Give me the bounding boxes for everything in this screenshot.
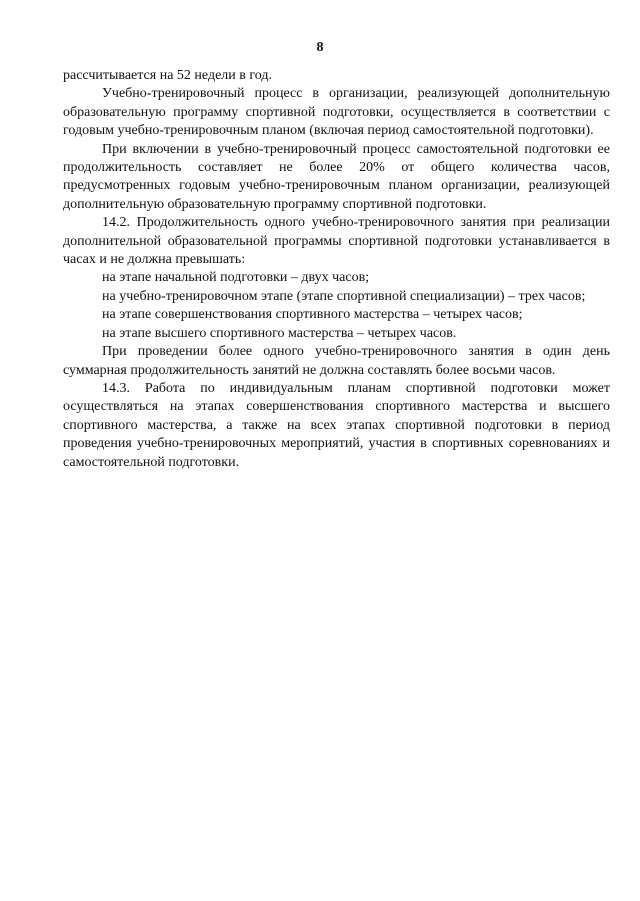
- body-text: [63, 67, 610, 472]
- paragraph-self-preparation: При включении в учебно-тренировочный процесс самостоятельной подготовки ее продолжительность составляет не более 20% от общего количества часов, предусмотренных годовым учебно-тренировочным планом организации, реализующей дополнительную образовательную программу спортивной подготовки.: [63, 141, 610, 212]
- list-item-training-stage: на учебно-тренировочном этапе (этапе спортивной специализации) – трех часов;: [102, 288, 586, 304]
- list-item-improvement-stage: на этапе совершенствования спортивного мастерства – четырех часов;: [102, 307, 523, 323]
- paragraph-daily-limit: При проведении более одного учебно-тренировочного занятия в один день суммарная продолжительность занятий не должна составлять более восьми часов.: [63, 344, 610, 378]
- page-number: 8: [316, 40, 324, 55]
- paragraph-training-process: Учебно-тренировочный процесс в организации, реализующей дополнительную образовательную программу спортивной подготовки, осуществляется в соответствии с годовым учебно-тренировочным планом (включая период самостоятельной подготовки).: [63, 86, 610, 139]
- list-item-higher-stage: на этапе высшего спортивного мастерства – четырех часов.: [102, 325, 457, 341]
- paragraph-14-3: 14.3. Работа по индивидуальным планам спортивной подготовки может осуществляться на этапах совершенствования спортивного мастерства и высшего спортивного мастерства, а также на всех этапах спортивной подготовки в период проведения учебно-тренировочных мероприятий, участия в спортивных соревнованиях и самостоятельной подготовки.: [63, 380, 610, 470]
- paragraph-continuation: рассчитывается на 52 недели в год.: [63, 68, 272, 83]
- paragraph-14-2: 14.2. Продолжительность одного учебно-тренировочного занятия при реализации дополнительной образовательной программы спортивной подготовки устанавливается в часах и не должна превышать:: [63, 215, 610, 268]
- list-item-initial-stage: на этапе начальной подготовки – двух часов;: [102, 270, 370, 286]
